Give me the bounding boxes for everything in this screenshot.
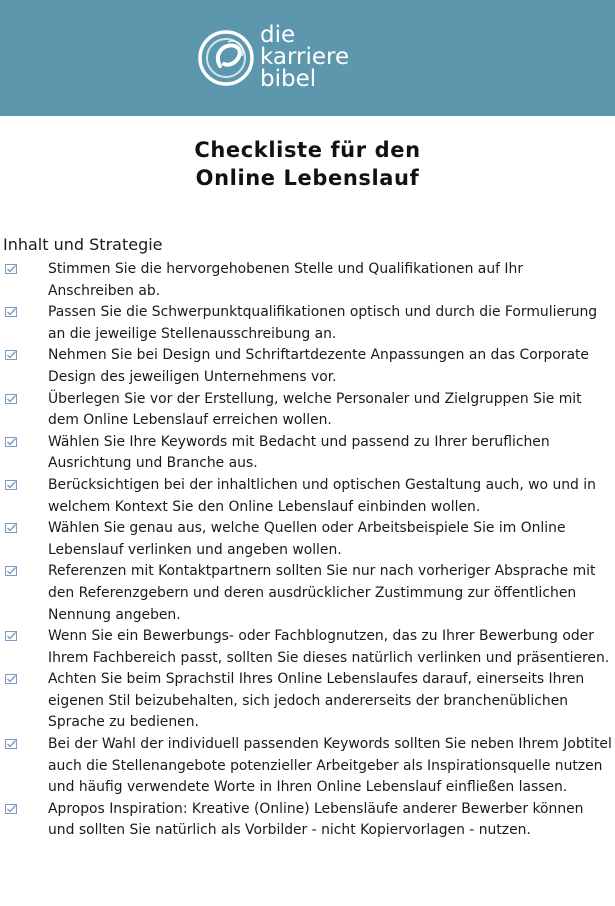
checklist-item — [0, 475, 615, 518]
checklist-item-text: Nehmen Sie bei Design und Schriftartdezente Anpassungen an das Corporate Design des jeweiligen Unternehmens vor. — [48, 347, 589, 385]
checkbox-checked-icon — [5, 566, 17, 576]
checkbox-checked-icon — [5, 394, 17, 404]
checklist-item-text: Überlegen Sie vor der Erstellung, welche Personaler und Zielgruppen Sie mit dem Online Lebenslauf erreichen wollen. — [48, 390, 582, 429]
header-banner — [0, 0, 615, 116]
checklist-item-text: Apropos Inspiration: Kreative (Online) Lebensläufe anderer Bewerber können und sollten Sie natürlich als Vorbilder - nicht Kopiervorlagen - nutzen. — [48, 800, 584, 839]
checklist-item — [0, 518, 615, 561]
checkbox-checked-icon — [5, 739, 17, 749]
checklist-item-text: Referenzen mit Kontaktpartnern sollten Sie nur nach vorheriger Absprache mit den Referenzgebern und deren ausdrücklicher Zustimmung zur öffentlichen Nennung angeben. — [48, 563, 596, 623]
checklist-item — [0, 259, 615, 302]
logo-line-3: bibel — [260, 66, 317, 92]
checklist-item — [0, 561, 615, 626]
checkbox-checked-icon — [5, 480, 17, 490]
checkbox-checked-icon — [5, 437, 17, 447]
title-line-2: Online Lebenslauf — [195, 166, 420, 190]
checklist-item — [0, 432, 615, 475]
checklist-item-text: Passen Sie die Schwerpunktqualifikationen optisch und durch die Formulierung an die jeweilige Stellenausschreibung an. — [48, 304, 598, 342]
checklist-item-text: Bei der Wahl der individuell passenden Keywords sollten Sie neben Ihrem Jobtitel auch die Stellenangebote potenzieller Arbeitgeber als Inspirationsquelle nutzen und häufig verwendete Worte in Ihren Online Lebenslauf einfließen lassen. — [48, 736, 612, 796]
logo-line-2: karriere — [260, 44, 350, 70]
checklist-item-text: Berücksichtigen bei der inhaltlichen und optischen Gestaltung auch, wo und in welchem Kontext Sie den Online Lebenslauf einbinden wollen. — [48, 476, 596, 515]
checklist-item-text: Stimmen Sie die hervorgehobenen Stelle und Qualifikationen auf Ihr Anschreiben ab. — [48, 261, 524, 299]
page-title — [0, 136, 615, 192]
checkbox-checked-icon — [5, 350, 17, 360]
logo-line-1: die — [260, 22, 296, 48]
checkbox-checked-icon — [5, 307, 17, 317]
checkbox-checked-icon — [5, 523, 17, 533]
checklist-item-text: Wählen Sie genau aus, welche Quellen oder Arbeitsbeispiele Sie im Online Lebenslauf verlinken und angeben wollen. — [48, 520, 566, 558]
logo-wordmark — [260, 24, 349, 90]
checklist-item — [0, 669, 615, 734]
checkbox-checked-icon — [5, 631, 17, 641]
checklist-item-text: Wenn Sie ein Bewerbungs- oder Fachblognutzen, das zu Ihrer Bewerbung oder Ihrem Fachbereich passt, sollten Sie dieses natürlich verlinken und präsentieren. — [48, 628, 610, 666]
section-heading: Inhalt und Strategie — [3, 235, 163, 254]
checklist — [0, 259, 615, 842]
checklist-item-text: Wählen Sie Ihre Keywords mit Bedacht und passend zu Ihrer beruflichen Ausrichtung und Branche aus. — [48, 433, 550, 472]
checkbox-checked-icon — [5, 674, 17, 684]
checklist-item — [0, 302, 615, 345]
checklist-item-text: Achten Sie beim Sprachstil Ihres Online Lebenslaufes darauf, einerseits Ihren eigenen Stil beizubehalten, sich jedoch andererseits der branchenüblichen Sprache zu bedienen. — [48, 671, 585, 731]
checklist-item — [0, 799, 615, 842]
brand-logo[interactable] — [198, 22, 368, 94]
checkbox-checked-icon — [5, 804, 17, 814]
logo-swirl-icon — [198, 22, 258, 94]
title-line-1: Checkliste für den — [194, 138, 421, 162]
checkbox-checked-icon — [5, 264, 17, 274]
checklist-item — [0, 734, 615, 799]
checklist-item — [0, 345, 615, 388]
checklist-item — [0, 626, 615, 669]
checklist-item — [0, 389, 615, 432]
